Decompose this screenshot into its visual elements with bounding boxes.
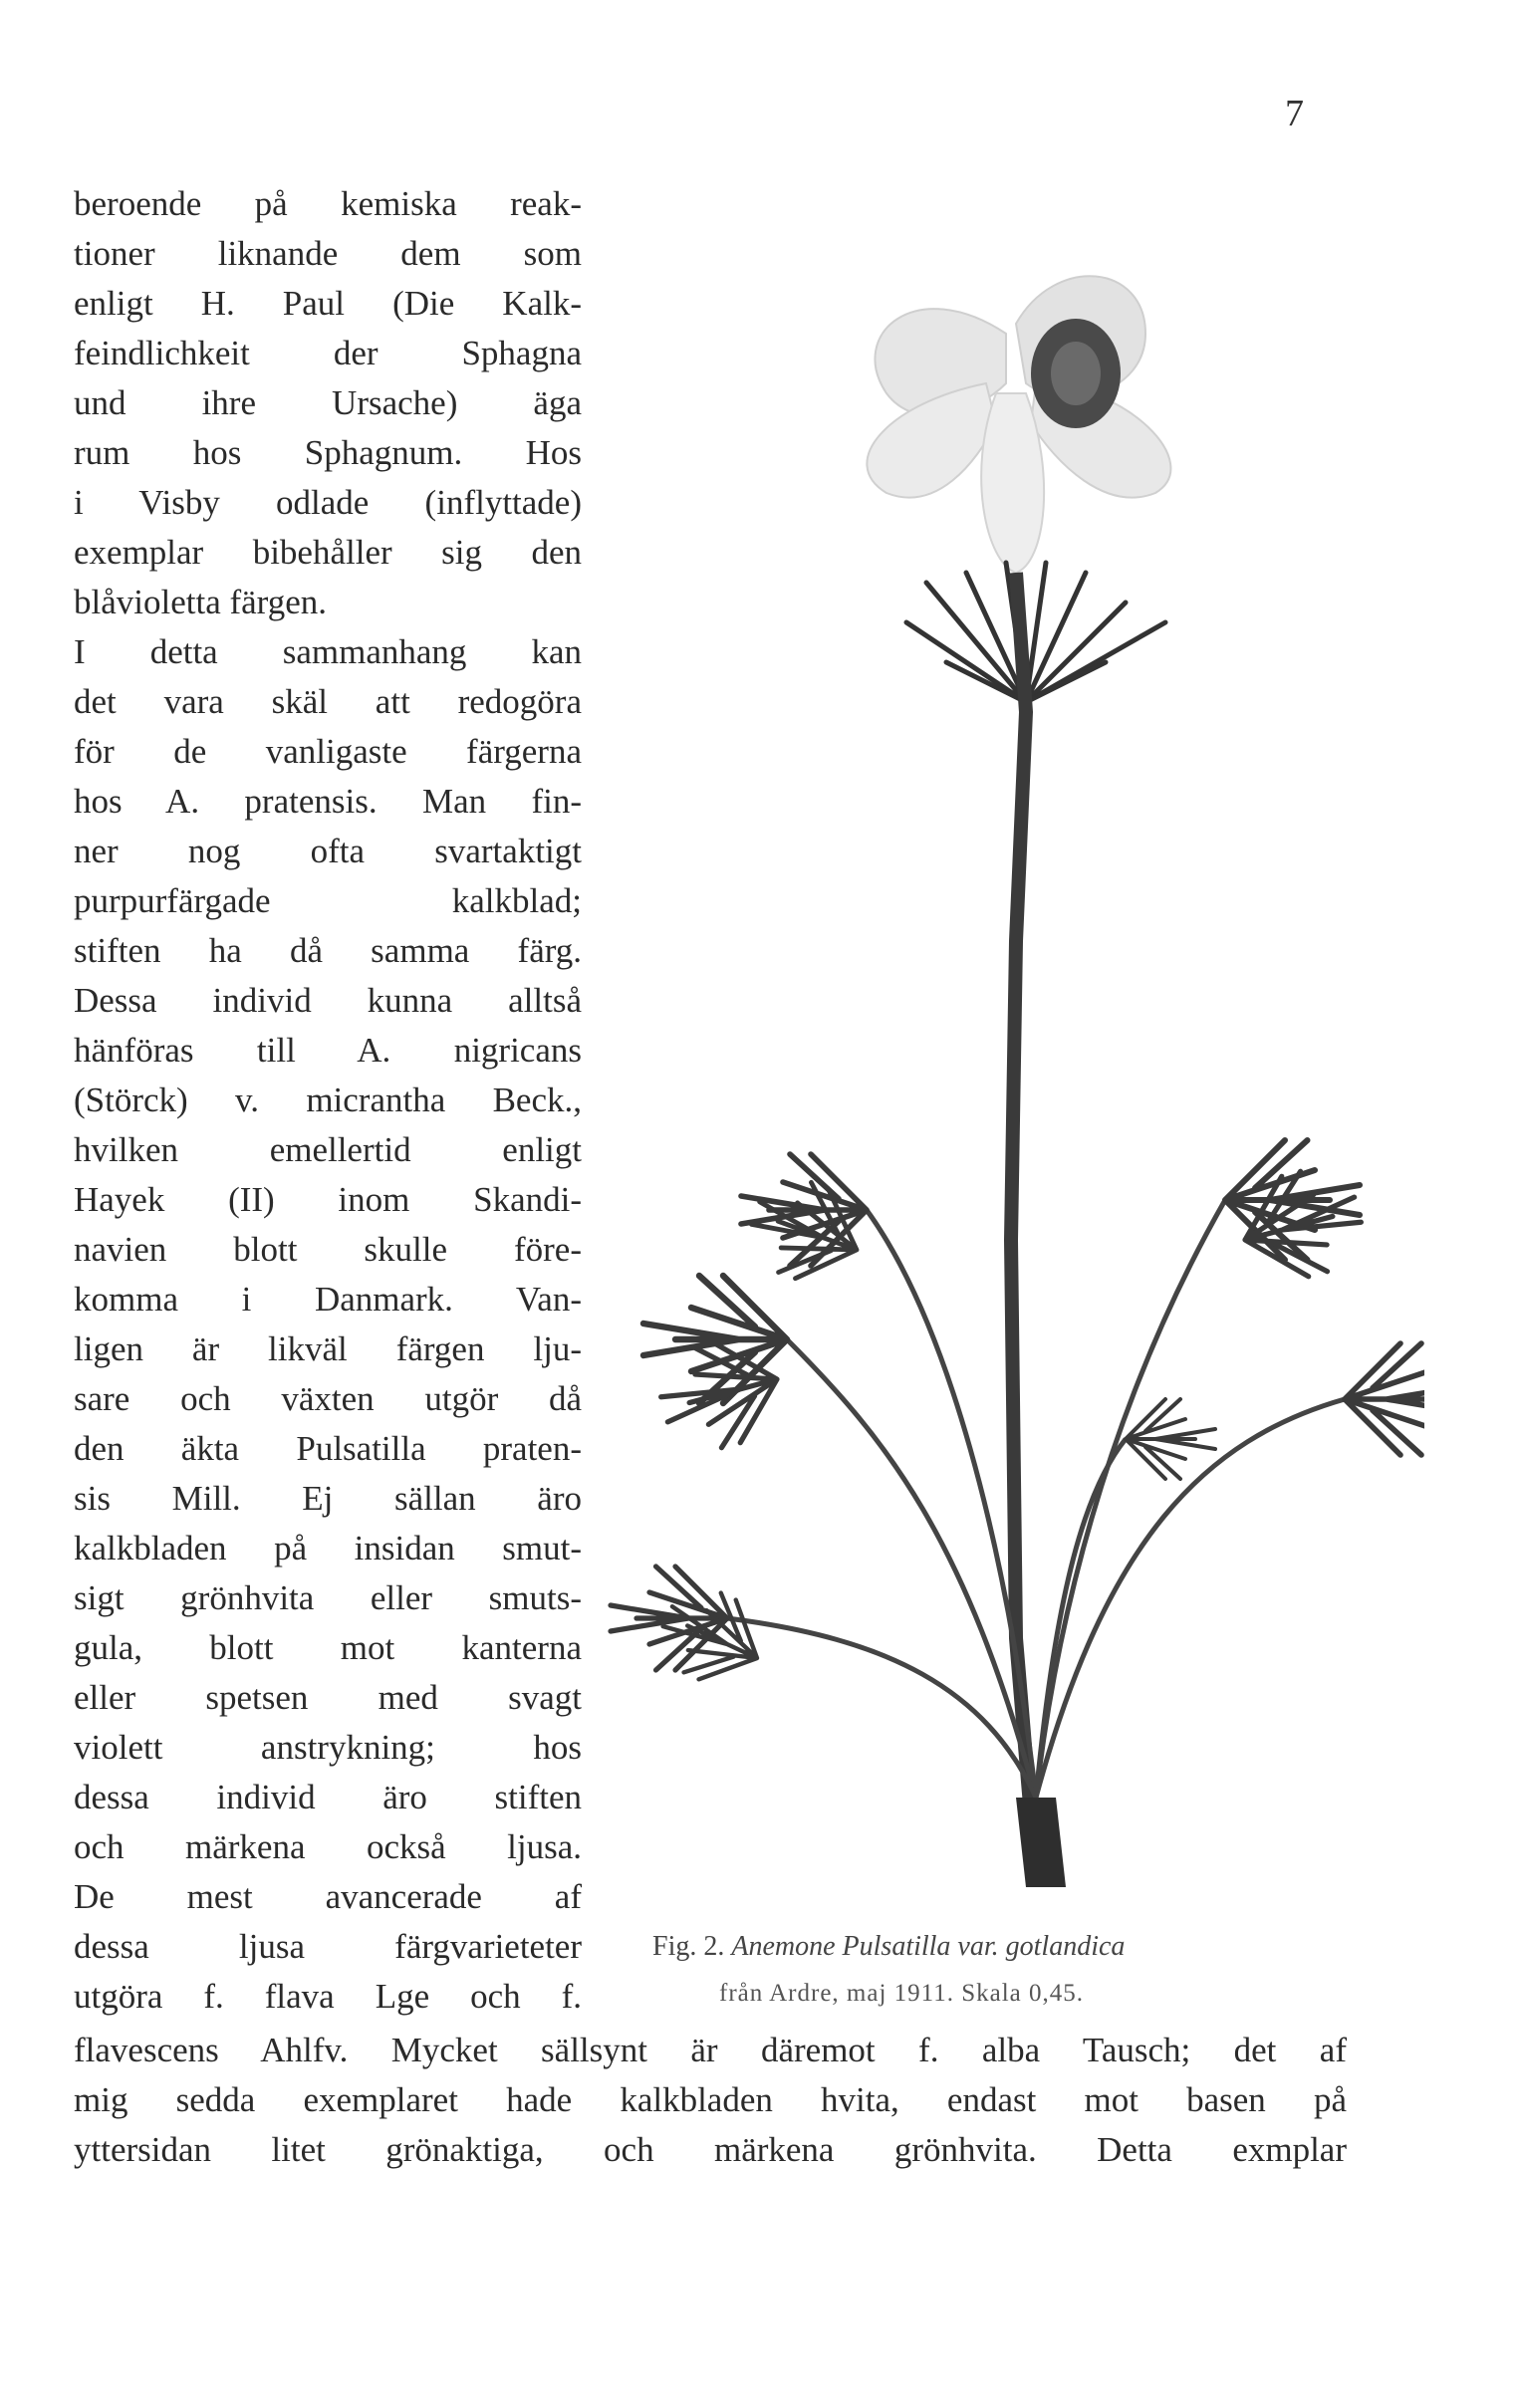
text-line: enligt H. Paul (Die Kalk- — [74, 284, 582, 323]
caption-title: Anemone Pulsatilla var. gotlandica — [731, 1931, 1126, 1962]
text-line: för de vanligaste färgerna — [74, 732, 582, 771]
text-line: (Störck) v. micrantha Beck., — [74, 1081, 582, 1119]
text-line: violett anstrykning; hos — [74, 1728, 582, 1767]
text-line: De mest avancerade af — [74, 1877, 582, 1916]
text-line: sare och växten utgör då — [74, 1379, 582, 1418]
text-line: stiften ha då samma färg. — [74, 931, 582, 970]
text-line: gula, blott mot kanterna — [74, 1628, 582, 1667]
text-line: hos A. pratensis. Man fin- — [74, 782, 582, 821]
flower — [867, 276, 1170, 573]
text-line: feindlichkeit der Sphagna — [74, 334, 582, 372]
text-line: I detta sammanhang kan — [74, 632, 582, 671]
text-line: ner nog ofta svartaktigt — [74, 832, 582, 870]
text-line: ligen är likväl färgen lju- — [74, 1329, 582, 1368]
text-line: i Visby odlade (inflyttade) — [74, 483, 582, 522]
involucre — [906, 563, 1165, 702]
root-base — [1016, 1798, 1066, 1887]
text-line: sigt grönhvita eller smuts- — [74, 1578, 582, 1617]
text-line: sis Mill. Ej sällan äro — [74, 1479, 582, 1518]
text-line: utgöra f. flava Lge och f. — [74, 1977, 582, 2016]
text-line: kalkbladen på insidan smut- — [74, 1529, 582, 1567]
text-line: flavescens Ahlfv. Mycket sällsynt är däremot f. alba Tausch; det af — [74, 2031, 1347, 2069]
text-line: dessa ljusa färgvarieteter — [74, 1927, 582, 1966]
text-line: det vara skäl att redogöra — [74, 682, 582, 721]
text-line: purpurfärgade kalkblad; — [74, 881, 582, 920]
text-line: rum hos Sphagnum. Hos — [74, 433, 582, 472]
figure-caption — [652, 1927, 1315, 1967]
text-line: und ihre Ursache) äga — [74, 383, 582, 422]
text-line: blåvioletta färgen. — [74, 583, 327, 621]
plant-illustration — [588, 244, 1424, 1902]
text-line: Dessa individ kunna alltså — [74, 981, 582, 1020]
text-line: navien blott skulle före- — [74, 1230, 582, 1269]
text-line: beroende på kemiska reak- — [74, 184, 582, 223]
petioles — [727, 1200, 1345, 1798]
stem — [1011, 573, 1036, 1877]
text-line: tioner liknande dem som — [74, 234, 582, 273]
text-line: yttersidan litet grönaktiga, och märkena grönhvita. Detta exmplar — [74, 2130, 1347, 2169]
text-line: eller spetsen med svagt — [74, 1678, 582, 1717]
text-line: komma i Danmark. Van- — [74, 1280, 582, 1319]
caption-label: Fig. 2. — [652, 1931, 725, 1962]
caption-subline: från Ardre, maj 1911. Skala 0,45. — [719, 1980, 1085, 2007]
text-line: och märkena också ljusa. — [74, 1827, 582, 1866]
page-number: 7 — [1285, 93, 1304, 134]
text-line: Hayek (II) inom Skandi- — [74, 1180, 582, 1219]
text-line: hvilken emellertid enligt — [74, 1130, 582, 1169]
text-line: hänföras till A. nigricans — [74, 1031, 582, 1070]
text-line: mig sedda exemplaret hade kalkbladen hvita, endast mot basen på — [74, 2080, 1347, 2119]
text-line: dessa individ äro stiften — [74, 1778, 582, 1816]
text-line: den äkta Pulsatilla praten- — [74, 1429, 582, 1468]
text-line: exemplar bibehåller sig den — [74, 533, 582, 572]
